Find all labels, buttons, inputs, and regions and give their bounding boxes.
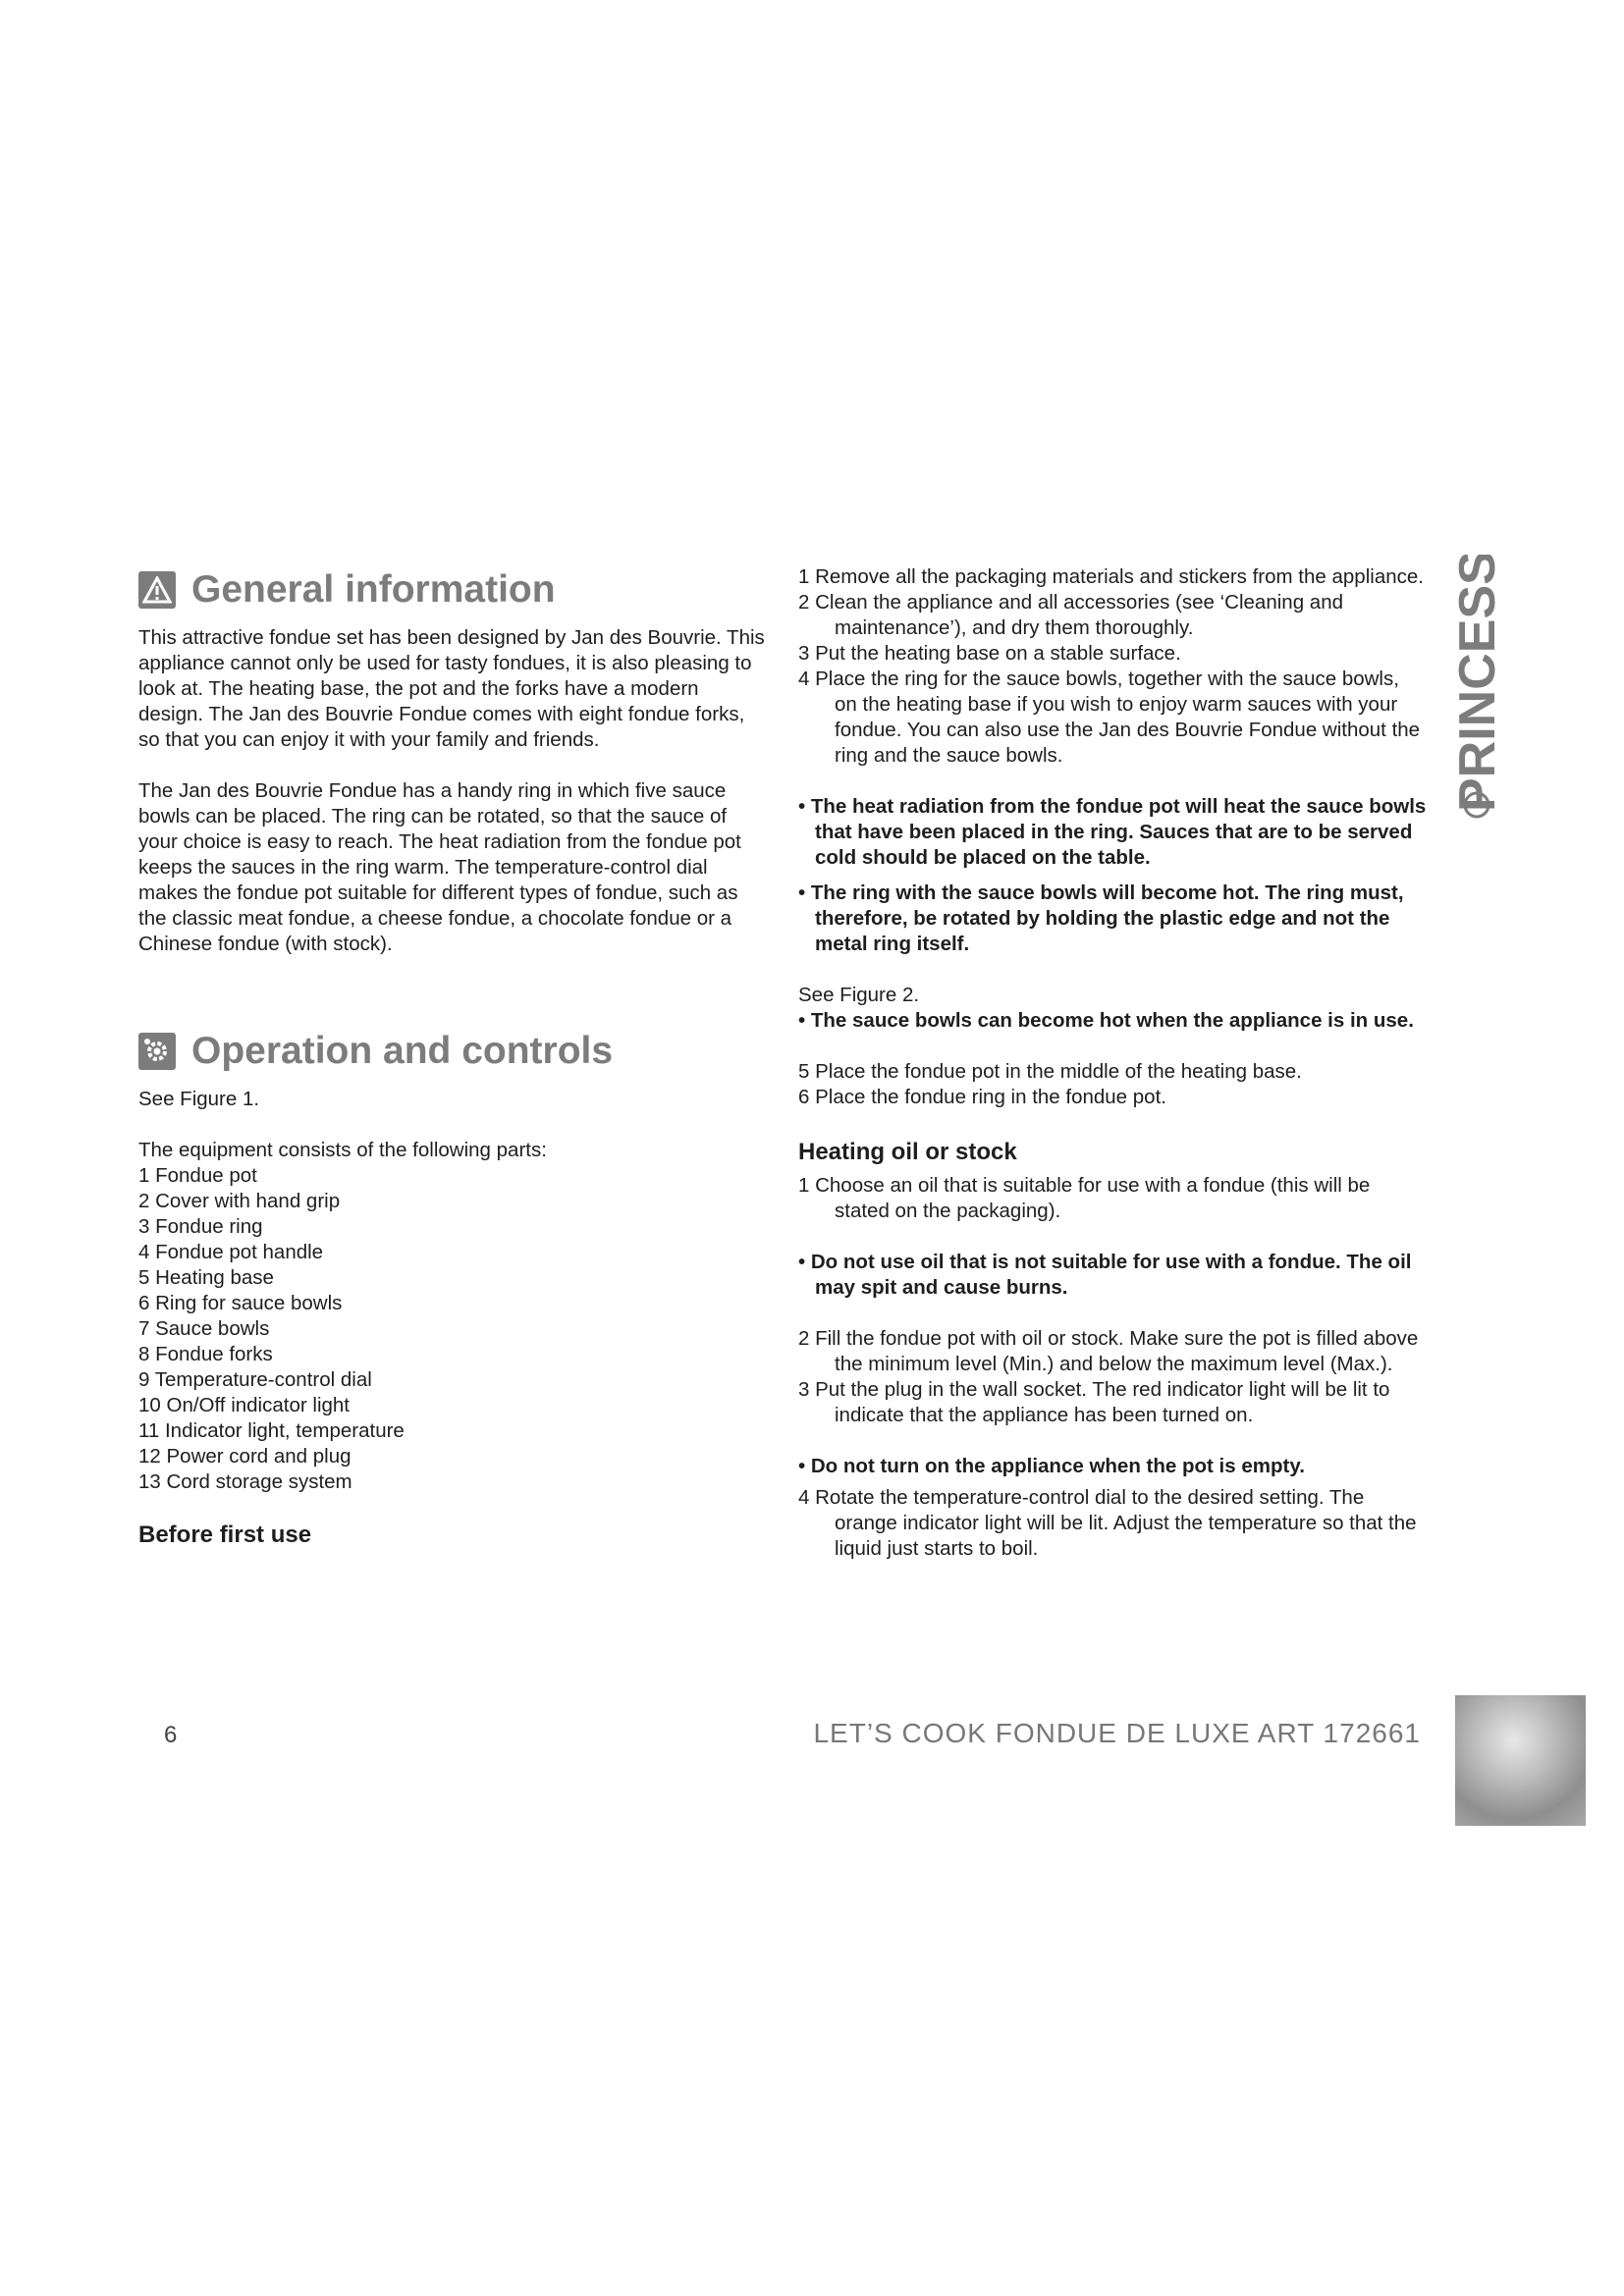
warning-sauce-heat: • The heat radiation from the fondue pot will heat the sauce bowls that have been placed in the ring. Sauces that are to be served cold should be placed on the table. (798, 795, 1427, 869)
list-item: 4 Place the ring for the sauce bowls, together with the sauce bowls, on the heating base if you wish to enjoy warm sauces with your fondue. You can also use the Jan des Bouvrie Fondue without the ring and the sauce bowls. (798, 667, 1421, 767)
list-item: 2 Cover with hand grip (138, 1190, 341, 1212)
list-item: 13 Cord storage system (138, 1470, 352, 1493)
before-first-use-heading: Before first use (138, 1522, 312, 1548)
general-information-title: General information (191, 568, 556, 611)
list-item: 2 Fill the fondue pot with oil or stock. Make sure the pot is filled above the minimum level (Min.) and below the maximum level (Max.). (798, 1327, 1419, 1375)
list-item: 5 Heating base (138, 1266, 274, 1289)
first-use-steps (798, 564, 1427, 769)
list-item: 3 Put the plug in the wall socket. The red indicator light will be lit to indicate that the appliance has been turned on. (798, 1378, 1390, 1426)
brand-logo-text: PRINCESS (1451, 555, 1506, 812)
heating-oil-heading: Heating oil or stock (798, 1139, 1017, 1165)
warning-oil-unsuitable: • Do not use oil that is not suitable for use with a fondue. The oil may spit and cause burns. (798, 1251, 1412, 1299)
designer-photo (1455, 1695, 1586, 1826)
list-item: 7 Sauce bowls (138, 1317, 270, 1340)
list-item: 12 Power cord and plug (138, 1445, 352, 1468)
list-item: 3 Put the heating base on a stable surface. (798, 642, 1181, 665)
left-column (138, 564, 767, 1550)
princess-logo (1451, 555, 1510, 829)
see-figure-2: See Figure 2. (798, 984, 920, 1006)
gear-icon (138, 1033, 176, 1070)
parts-intro: The equipment consists of the following parts: (138, 1139, 547, 1161)
right-column (798, 564, 1427, 1562)
general-paragraph-2: The Jan des Bouvrie Fondue has a handy ring in which five sauce bowls can be placed. The ring can be rotated, so that the sauce of your choice is easy to reach. The heat radiation from the fondue pot keeps the sauces in the ring warm. The temperature-control dial makes the fondue pot suitable for different types of fondue, such as the classic meat fondue, a cheese fondue, a chocolate fondue or a Chinese fondue (with stock). (138, 779, 741, 955)
warning-empty-pot: • Do not turn on the appliance when the pot is empty. (798, 1455, 1305, 1477)
list-item: 1 Fondue pot (138, 1164, 257, 1187)
general-paragraph-1: This attractive fondue set has been designed by Jan des Bouvrie. This appliance cannot only be used for tasty fondues, it is also pleasing to look at. The heating base, the pot and the forks have a modern design. The Jan des Bouvrie Fondue comes with eight fondue forks, so that you can enjoy it with your family and friends. (138, 626, 765, 751)
list-item: 6 Place the fondue ring in the fondue pot. (798, 1086, 1166, 1108)
operation-controls-title: Operation and controls (191, 1030, 614, 1072)
list-item: 2 Clean the appliance and all accessories (see ‘Cleaning and maintenance’), and dry them thoroughly. (798, 591, 1343, 639)
page-number: 6 (164, 1722, 178, 1748)
list-item: 5 Place the fondue pot in the middle of the heating base. (798, 1060, 1302, 1083)
list-item: 3 Fondue ring (138, 1215, 263, 1238)
list-item: 1 Choose an oil that is suitable for use with a fondue (this will be stated on the packaging). (798, 1174, 1371, 1222)
general-information-heading (138, 564, 767, 615)
list-item: 8 Fondue forks (138, 1343, 273, 1365)
list-item: 6 Ring for sauce bowls (138, 1292, 343, 1314)
footer-title: LET’S COOK FONDUE DE LUXE ART 172661 (813, 1718, 1421, 1748)
list-item: 9 Temperature-control dial (138, 1368, 372, 1391)
operation-controls-heading (138, 1026, 767, 1077)
parts-list (138, 1163, 767, 1495)
list-item: 4 Fondue pot handle (138, 1241, 324, 1263)
list-item: 11 Indicator light, temperature (138, 1419, 405, 1442)
list-item: 1 Remove all the packaging materials and stickers from the appliance. (798, 565, 1424, 588)
see-figure-1: See Figure 1. (138, 1088, 260, 1110)
warning-icon (138, 571, 176, 609)
list-item: 4 Rotate the temperature-control dial to the desired setting. The orange indicator light will be lit. Adjust the temperature so that the liquid just starts to boil. (798, 1486, 1417, 1560)
list-item: 10 On/Off indicator light (138, 1394, 350, 1416)
warning-ring-hot: • The ring with the sauce bowls will become hot. The ring must, therefore, be rotated by holding the plastic edge and not the metal ring itself. (798, 881, 1404, 955)
warning-bowls-hot: • The sauce bowls can become hot when the appliance is in use. (798, 1009, 1414, 1032)
